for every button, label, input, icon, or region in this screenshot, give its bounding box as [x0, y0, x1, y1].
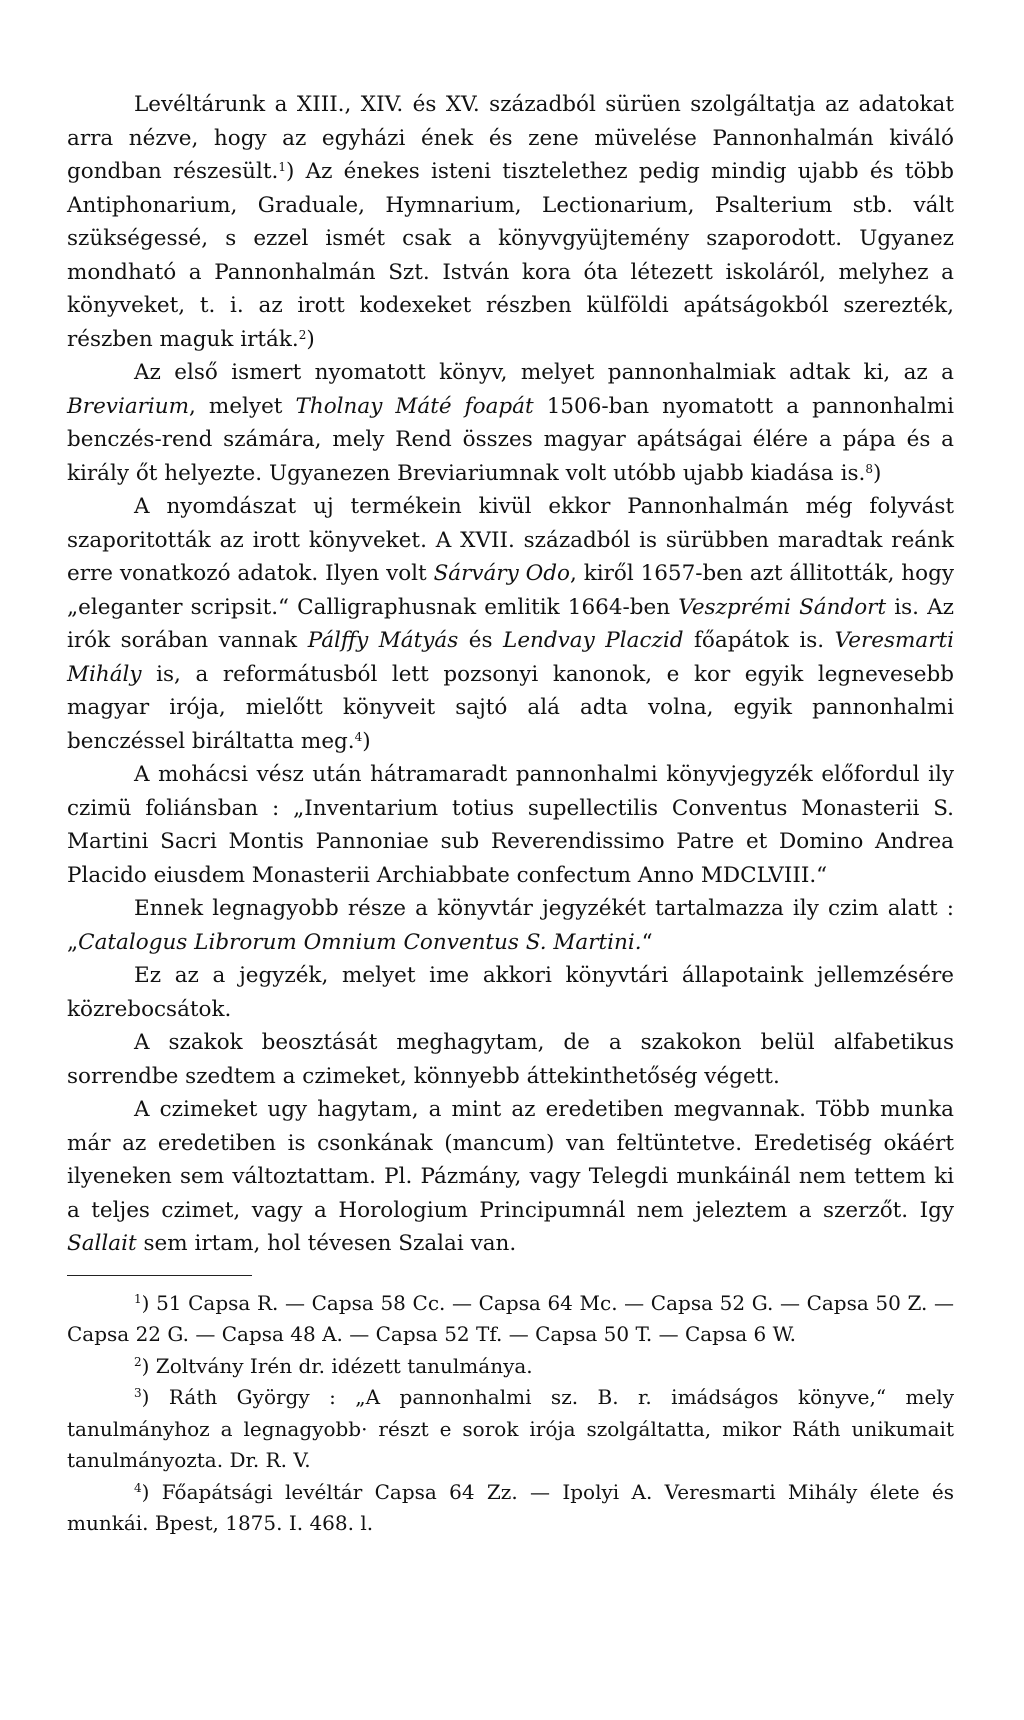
- text-run: is. Az irók sorában vannak: [67, 594, 954, 653]
- text-run: ) Ráth György : „A pannonhalmi sz. B. r. imádságos könyve,“ mely tanulmányhoz a legnagyobb· részt e sorok irója szolgáltatta, mikor Ráth unikumait tanulmányozta. Dr. R. V.: [67, 1385, 954, 1472]
- text-run: főapátok is.: [683, 628, 835, 653]
- text-run: A nyomdászat uj termékein kivül ekkor Pannonhalmán még folyvást szaporitották az irott könyveket. A XVII. századból is sürübben maradtak reánk erre vonatkozó adatok. Ilyen volt: [67, 494, 954, 586]
- text-run: ) Az énekes isteni tisztelethez pedig mindig ujabb és több Antiphonarium, Graduale, Hymnarium, Lectionarium, Psalterium stb. vált szükségessé, s ezzel ismét csak a könyvgyüjtemény szaporodott. Ugyanez mondható a Pannonhalmán Szt. István kora óta létezett iskoláról, melyhez a könyveket, t. i. az irott kodexeket részben külföldi apátságokból szerezték, részben maguk irták.: [67, 159, 954, 352]
- text-run: A czimeket ugy hagytam, a mint az eredetiben megvannak. Több munka már az eredetiben is csonkának (mancum) van feltüntetve. Eredetiség okáért ilyeneken sem változtattam. Pl. Pázmány, vagy Telegdi munkáinál nem tettem ki a teljes czimet, vagy a Horologium Principumnál nem jeleztem a szerzőt. Igy: [67, 1097, 954, 1223]
- text-run: 1506-ban nyomatott a pannonhalmi benczés-rend számára, mely Rend összes magyar apátságai élére a pápa és a király őt helyezte. Ugyanezen Breviariumnak volt utóbb ujabb kiadása is.: [67, 393, 955, 486]
- paragraph: [67, 356, 954, 490]
- text-run: ) Zoltvány Irén dr. idézett tanulmánya.: [141, 1353, 533, 1378]
- footnote-marker: 2: [298, 327, 307, 342]
- footnote-marker: 2: [134, 1354, 142, 1369]
- text-run: ) 51 Capsa R. — Capsa 58 Cc. — Capsa 64 Mc. — Capsa 52 G. — Capsa 50 Z. — Capsa 22 G. — Capsa 48 A. — Capsa 52 Tf. — Capsa 50 T. — Capsa 6 W.: [67, 1290, 954, 1346]
- text-run: A mohácsi vész után hátramaradt pannonhalmi könyvjegyzék előfordul ily czimü foliánsban : „Inventarium totius supellectilis Conventus Monasterii S. Martini Sacri Montis Pannoniae sub Reverendissimo Patre et Domino Andrea Placido eiusdem Monasterii Archiabbate confectum Anno MDCLVIII.“: [67, 762, 954, 888]
- body-text: [67, 88, 954, 1261]
- text-run: A szakok beosztását meghagytam, de a szakokon belül alfabetikus sorrendbe szedtem a czimeket, könnyebb áttekinthetőség végett.: [67, 1030, 954, 1089]
- text-run: Ez az a jegyzék, melyet ime akkori könyvtári állapotaink jellemzésére közrebocsátok.: [67, 963, 954, 1022]
- italic-name: Lendvay Placzid: [503, 628, 684, 653]
- paragraph: [67, 1093, 954, 1261]
- footnote: [67, 1288, 954, 1351]
- italic-name: Sallait: [67, 1231, 137, 1256]
- footnote-marker: 1: [134, 1291, 142, 1306]
- paragraph: [67, 88, 954, 356]
- text-run: sem irtam, hol tévesen Szalai van.: [136, 1231, 517, 1256]
- footnote-separator: [67, 1275, 252, 1276]
- text-run: ): [306, 326, 315, 352]
- italic-name: Pálffy Mátyás: [307, 628, 459, 653]
- paragraph: [67, 1026, 954, 1093]
- italic-name: Catalogus Librorum Omnium Conventus S. Martini.: [78, 929, 642, 955]
- text-run: ): [362, 728, 371, 754]
- text-run: Levéltárunk a XIII., XIV. és XV. századból sürüen szolgáltatja az adatokat arra nézve, hogy az egyházi ének és zene müvelése Pannonhalmán kiváló gondban részesült.: [67, 92, 954, 184]
- text-run: , melyet: [189, 393, 296, 419]
- paragraph: [67, 959, 954, 1026]
- text-run: , kiről 1657-ben azt állitották, hogy „eleganter scripsit.“ Calligraphusnak emlitik 1664-ben: [67, 561, 954, 620]
- paragraph: [67, 892, 954, 959]
- footnote-marker: 4: [134, 1480, 142, 1495]
- footnote: [67, 1382, 954, 1477]
- footnote: [67, 1351, 954, 1383]
- text-run: Ennek legnagyobb része a könyvtár jegyzékét tartalmazza ily czim alatt : „: [67, 896, 954, 955]
- text-run: “: [641, 929, 653, 955]
- text-run: ) Főapátsági levéltár Capsa 64 Zz. — Ipolyi A. Veresmarti Mihály élete és munkái. Bpest, 1875. I. 468. l.: [67, 1479, 954, 1535]
- italic-name: Veresmarti Mihály: [67, 628, 954, 687]
- text-run: és: [458, 628, 504, 653]
- footnotes: [67, 1288, 954, 1540]
- italic-name: Sárváry Odo: [433, 561, 570, 586]
- paragraph: [67, 490, 954, 758]
- footnote-marker: 3: [134, 1386, 142, 1400]
- footnote-marker: 1: [278, 160, 286, 174]
- italic-name: Veszprémi Sándort: [678, 594, 887, 620]
- text-run: Az első ismert nyomatott könyv, melyet pannonhalmiak adtak ki, az a: [134, 360, 954, 385]
- text-run: is, a reformátusból lett pozsonyi kanonok, e kor egyik legnevesebb magyar irója, mielőtt könyveit sajtó alá adta volna, egyik pannonhalmi benczéssel biráltatta meg.: [67, 661, 954, 754]
- italic-name: Breviarium: [67, 393, 190, 419]
- italic-name: Tholnay Máté foapát: [295, 393, 534, 419]
- paragraph: [67, 758, 954, 892]
- footnote: [67, 1477, 954, 1540]
- text-run: ): [872, 460, 882, 486]
- footnote-marker: 8: [865, 461, 873, 476]
- footnote-marker: 4: [354, 729, 363, 744]
